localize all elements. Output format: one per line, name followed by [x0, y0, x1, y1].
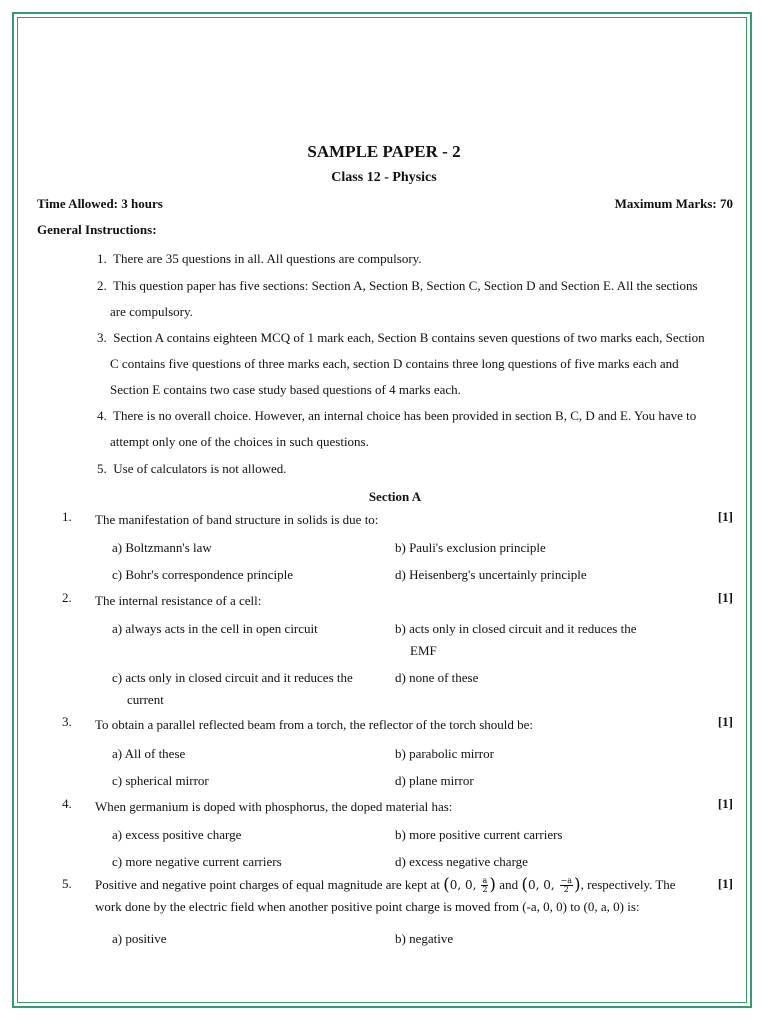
instruction-item: [97, 456, 737, 482]
paper-title: SAMPLE PAPER - 2: [307, 142, 461, 161]
question-marks: [1]: [717, 714, 733, 729]
option-d: [395, 564, 655, 586]
instruction-text: C contains five questions of three marks each, section D contains three long questions of five marks each and: [110, 356, 679, 371]
question-text-part: Positive and negative point charges of equal magnitude are kept at: [95, 877, 440, 892]
instruction-text: are compulsory.: [110, 304, 193, 319]
option-a: [112, 824, 372, 846]
option-d: [395, 667, 655, 689]
question-text: When germanium is doped with phosphorus, the doped material has:: [95, 799, 453, 814]
option-a: [112, 537, 372, 559]
option-b: [395, 537, 655, 559]
instruction-item: [97, 273, 737, 325]
instructions-heading: General Instructions:: [37, 222, 157, 237]
option-d: [395, 770, 655, 792]
question-text-part: and: [499, 877, 519, 892]
option-b: [395, 618, 655, 662]
fraction-numerator: −a: [560, 876, 572, 885]
instruction-text: There are 35 questions in all. All questions are compulsory.: [113, 251, 422, 266]
question-text: The manifestation of band structure in solids is due to:: [95, 512, 379, 527]
question-text: To obtain a parallel reflected beam from a torch, the reflector of the torch should be:: [95, 717, 534, 732]
question-text: [95, 874, 707, 917]
option-text: EMF: [410, 643, 437, 658]
option-text: b) parabolic mirror: [395, 746, 494, 761]
question-number: 5.: [62, 876, 72, 891]
coordinate-positive: (0, 0, $\frac{a}{2}$ ): [443, 875, 497, 895]
question-number: 3.: [62, 714, 72, 729]
option-text: b) acts only in closed circuit and it reduces the: [395, 621, 637, 636]
instruction-number: 4.: [97, 408, 107, 423]
option-b: [395, 824, 655, 846]
coordinate-negative: (0, 0, $\frac{-a}{2}$ ): [521, 875, 581, 895]
option-text: c) more negative current carriers: [112, 854, 282, 869]
option-a: [112, 928, 372, 950]
instruction-number: 2.: [97, 278, 107, 293]
fraction-denominator: 2: [482, 885, 488, 894]
option-a: [112, 618, 372, 640]
option-text: b) Pauli's exclusion principle: [395, 540, 546, 555]
option-text: c) spherical mirror: [112, 773, 209, 788]
option-a: [112, 743, 372, 765]
option-text: a) All of these: [112, 746, 186, 761]
question-text-part: , respectively. The: [580, 877, 676, 892]
instruction-text: Section E contains two case study based questions of 4 marks each.: [110, 382, 461, 397]
instruction-item: [97, 403, 737, 455]
question-marks: [1]: [717, 590, 733, 605]
fraction-numerator: a: [482, 876, 488, 885]
option-text: b) more positive current carriers: [395, 827, 563, 842]
option-text: a) positive: [112, 931, 167, 946]
question-marks: [1]: [717, 796, 733, 811]
instruction-item: [97, 325, 737, 403]
instruction-text: Use of calculators is not allowed.: [113, 461, 287, 476]
option-b: [395, 743, 655, 765]
section-a-heading: Section A: [368, 489, 422, 504]
question-number: 1.: [62, 509, 72, 524]
option-text: d) excess negative charge: [395, 854, 528, 869]
instruction-text: This question paper has five sections: Section A, Section B, Section C, Section D and Section E. All the sections: [113, 278, 698, 293]
option-text: a) always acts in the cell in open circuit: [112, 621, 318, 636]
option-c: [112, 564, 372, 586]
fraction: [560, 877, 573, 894]
option-text: d) Heisenberg's uncertainly principle: [395, 567, 587, 582]
option-c: [112, 851, 372, 873]
paper-subtitle: Class 12 - Physics: [331, 170, 437, 185]
instruction-text: attempt only one of the choices in such questions.: [110, 434, 369, 449]
time-allowed: Time Allowed: 3 hours: [37, 196, 163, 211]
instruction-number: 3.: [97, 330, 107, 345]
option-c: [112, 667, 372, 711]
instruction-text: Section A contains eighteen MCQ of 1 mark each, Section B contains seven questions of two marks each, Section: [113, 330, 705, 345]
instruction-number: 1.: [97, 251, 107, 266]
instruction-item: [97, 246, 737, 272]
question-marks: [1]: [717, 509, 733, 524]
option-text: b) negative: [395, 931, 454, 946]
instruction-text: There is no overall choice. However, an internal choice has been provided in section B, C, D and E. You have to: [113, 408, 697, 423]
maximum-marks: Maximum Marks: 70: [614, 196, 733, 211]
fraction-denominator: 2: [563, 885, 569, 894]
question-marks: [1]: [717, 876, 733, 891]
question-number: 2.: [62, 590, 72, 605]
question-text-line: [95, 874, 707, 896]
option-text: c) acts only in closed circuit and it reduces the: [112, 670, 353, 685]
fraction: [481, 877, 488, 894]
option-text: d) plane mirror: [395, 773, 474, 788]
option-text: current: [127, 692, 164, 707]
instruction-number: 5.: [97, 461, 107, 476]
option-d: [395, 851, 655, 873]
option-text: c) Bohr's correspondence principle: [112, 567, 294, 582]
coordinate-prefix: 0, 0,: [527, 878, 555, 892]
option-text: a) excess positive charge: [112, 827, 242, 842]
question-text-line: work done by the electric field when another positive point charge is moved from (-a, 0, 0) to (0, a, 0) is:: [95, 899, 640, 914]
option-text: d) none of these: [395, 670, 479, 685]
question-text: The internal resistance of a cell:: [95, 593, 262, 608]
question-number: 4.: [62, 796, 72, 811]
option-text: a) Boltzmann's law: [112, 540, 212, 555]
coordinate-prefix: 0, 0,: [449, 878, 477, 892]
option-b: [395, 928, 655, 950]
option-c: [112, 770, 372, 792]
